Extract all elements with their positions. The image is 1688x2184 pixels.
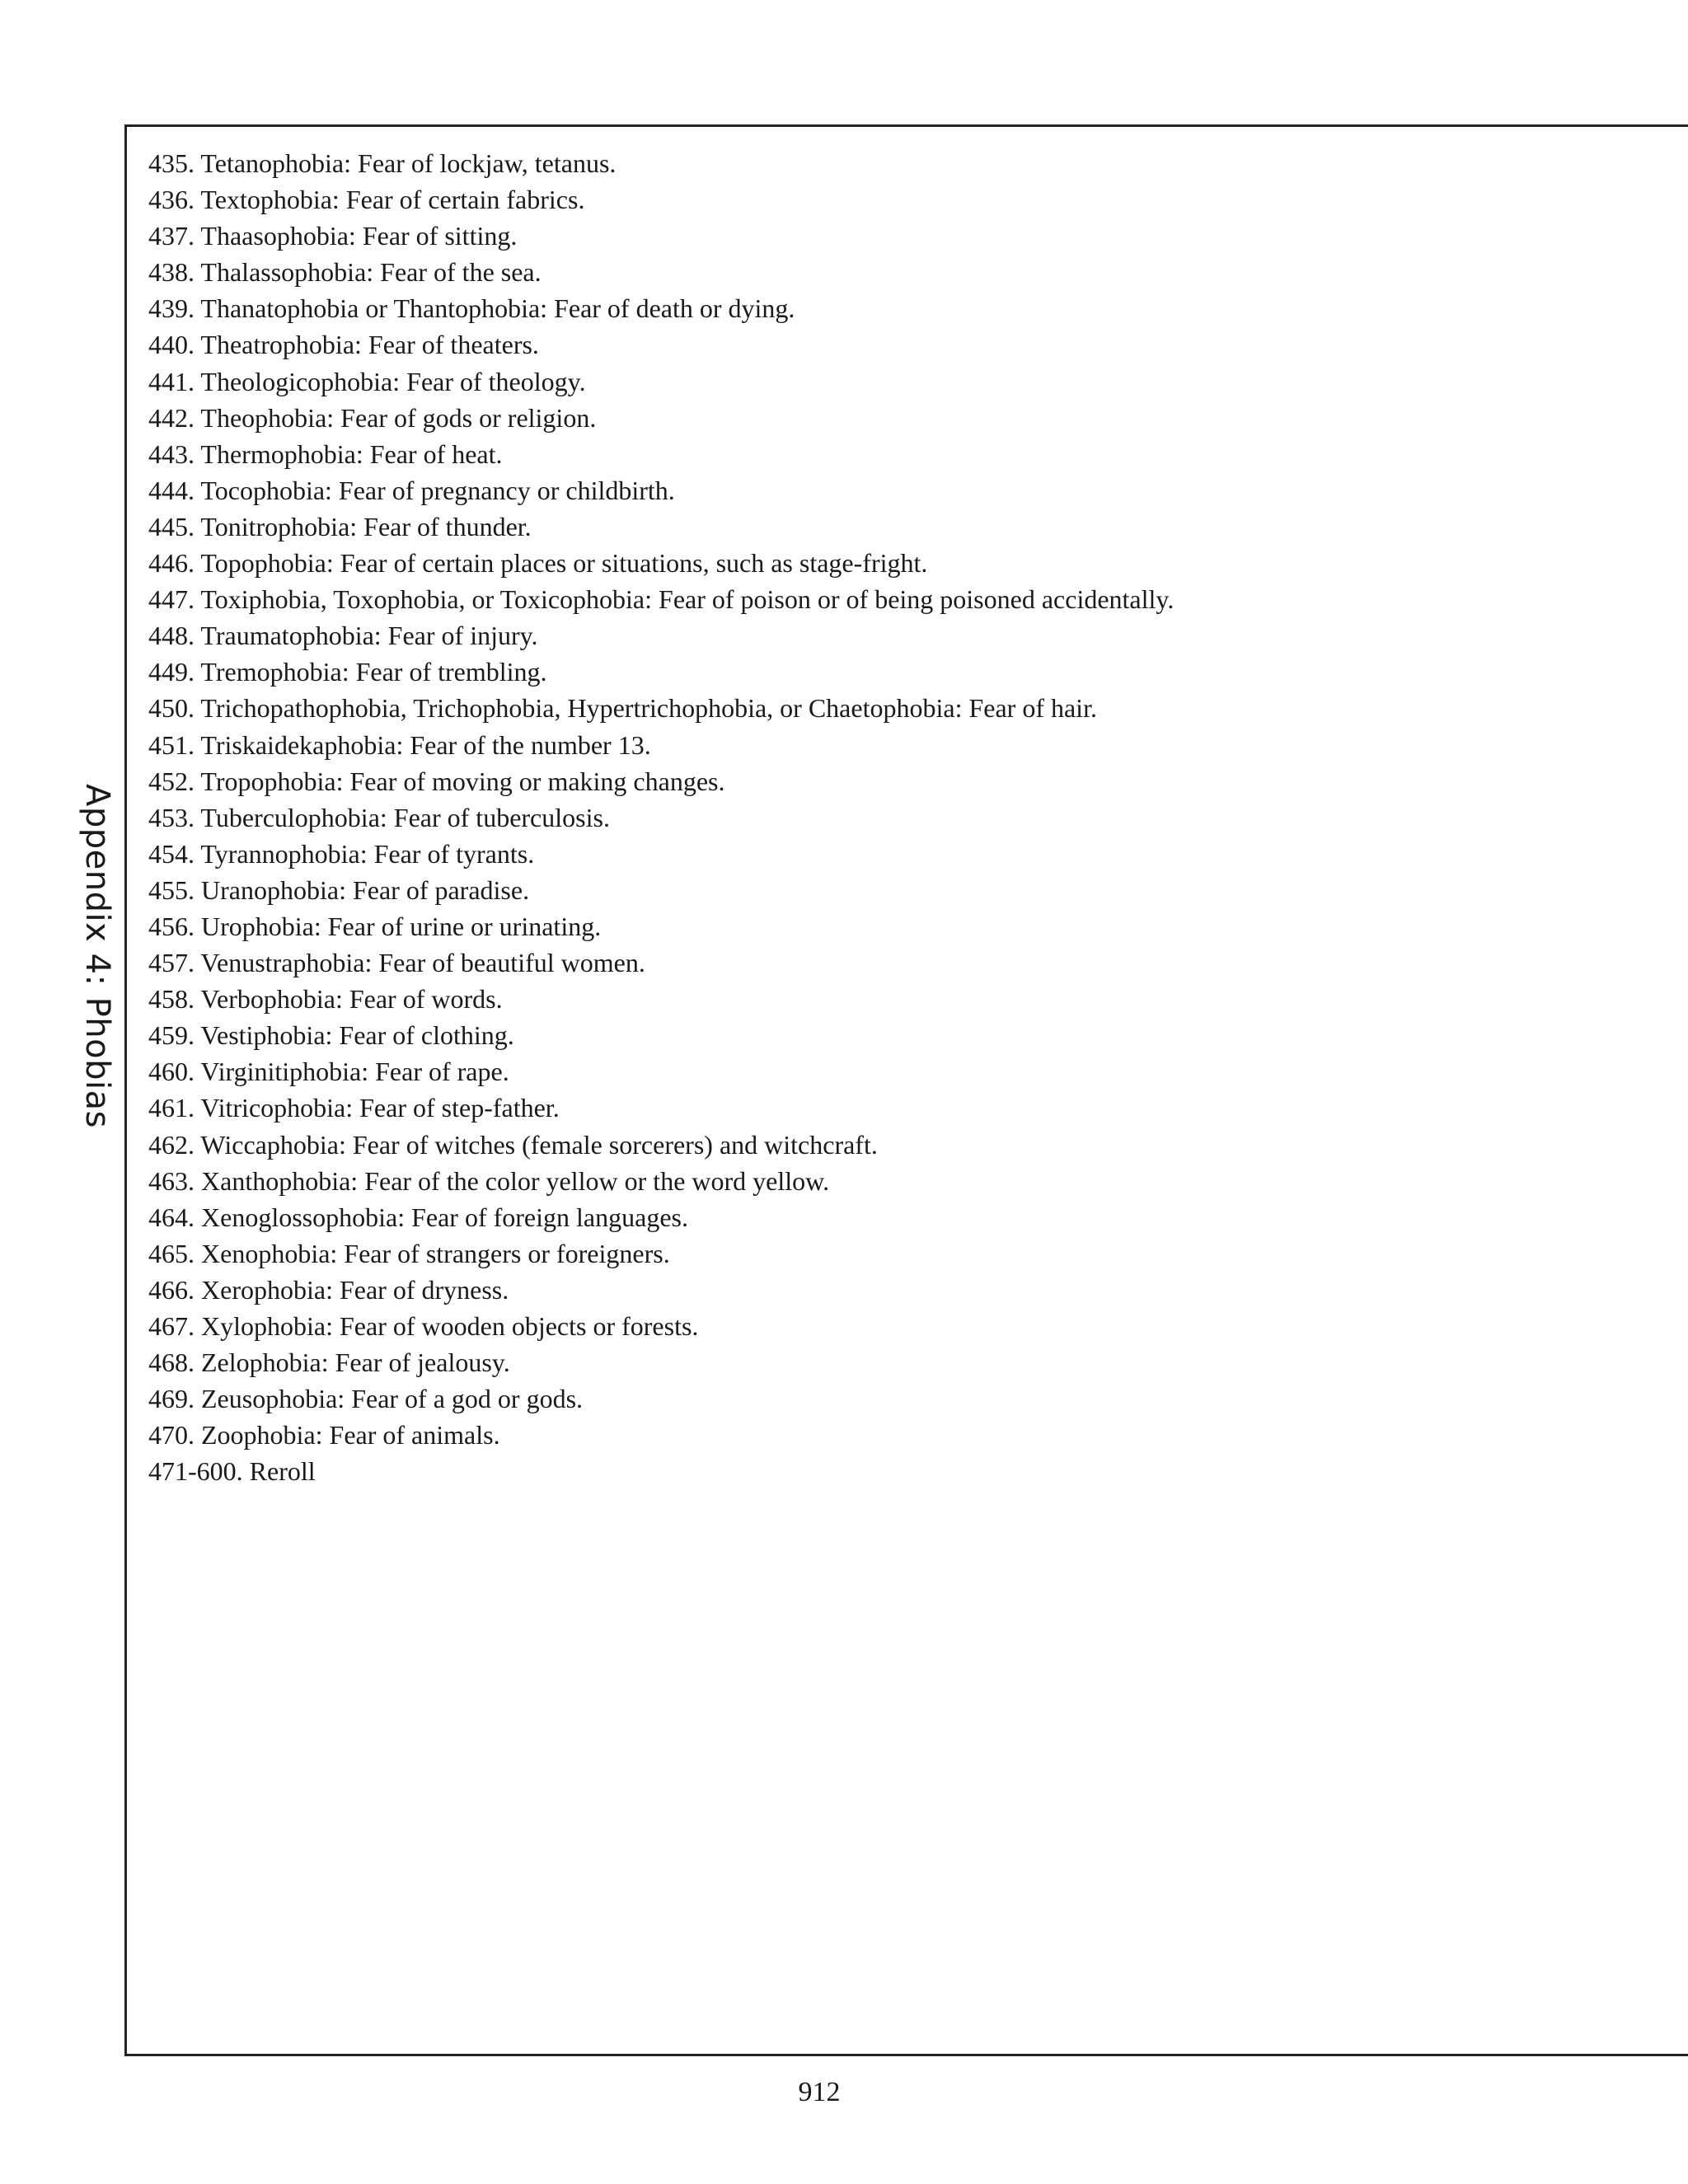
phobia-entry: 450. Trichopathophobia, Trichophobia, Hypertrichophobia, or Chaetophobia: Fear of hair. [148, 693, 1097, 724]
phobia-entry: 462. Wiccaphobia: Fear of witches (female sorcerers) and witchcraft. [148, 1129, 878, 1160]
phobia-entry: 451. Triskaidekaphobia: Fear of the number 13. [148, 729, 651, 760]
phobia-entry: 470. Zoophobia: Fear of animals. [148, 1420, 500, 1451]
phobia-entry: 454. Tyrannophobia: Fear of tyrants. [148, 838, 535, 869]
phobia-entry: 448. Traumatophobia: Fear of injury. [148, 621, 538, 651]
phobia-entry: 442. Theophobia: Fear of gods or religion. [148, 402, 597, 433]
phobia-entry: 438. Thalassophobia: Fear of the sea. [148, 257, 542, 288]
phobia-entry: 461. Vitricophobia: Fear of step-father. [148, 1093, 560, 1123]
phobia-entry: 437. Thaasophobia: Fear of sitting. [148, 221, 518, 251]
phobia-entry: 446. Topophobia: Fear of certain places or situations, such as stage-fright. [148, 548, 928, 579]
phobia-entry: 471-600. Reroll [148, 1456, 316, 1487]
phobia-entry: 465. Xenophobia: Fear of strangers or foreigners. [148, 1238, 670, 1268]
phobia-entry: 463. Xanthophobia: Fear of the color yellow or the word yellow. [148, 1165, 830, 1196]
phobia-entry: 458. Verbophobia: Fear of words. [148, 984, 503, 1015]
phobia-entry: 456. Urophobia: Fear of urine or urinating. [148, 911, 602, 941]
phobia-entry: 436. Textophobia: Fear of certain fabrics. [148, 185, 585, 215]
phobia-entry: 455. Uranophobia: Fear of paradise. [148, 874, 530, 905]
phobia-entry: 447. Toxiphobia, Toxophobia, or Toxicophobia: Fear of poison or of being poisoned accidentally. [148, 584, 1175, 615]
phobia-entry: 439. Thanatophobia or Thantophobia: Fear of death or dying. [148, 293, 795, 324]
phobia-entry: 460. Virginitiphobia: Fear of rape. [148, 1057, 509, 1087]
phobia-entry: 444. Tocophobia: Fear of pregnancy or childbirth. [148, 475, 675, 505]
phobia-entry: 457. Venustraphobia: Fear of beautiful women. [148, 948, 645, 978]
phobia-entry: 443. Thermophobia: Fear of heat. [148, 438, 503, 469]
phobia-entry: 459. Vestiphobia: Fear of clothing. [148, 1020, 514, 1051]
phobia-list [148, 145, 1174, 1489]
phobia-entry: 468. Zelophobia: Fear of jealousy. [148, 1347, 510, 1378]
phobia-entry: 449. Tremophobia: Fear of trembling. [148, 657, 547, 687]
phobia-entry: 441. Theologicophobia: Fear of theology. [148, 366, 586, 396]
phobia-entry: 469. Zeusophobia: Fear of a god or gods. [148, 1384, 584, 1414]
phobia-entry: 466. Xerophobia: Fear of dryness. [148, 1274, 509, 1305]
appendix-side-title: Appendix 4: Phobias [78, 784, 116, 1128]
phobia-entry: 452. Tropophobia: Fear of moving or making changes. [148, 766, 725, 796]
phobia-entry: 467. Xylophobia: Fear of wooden objects or forests. [148, 1311, 699, 1341]
page-number: 912 [798, 2077, 841, 2107]
phobia-entry: 440. Theatrophobia: Fear of theaters. [148, 330, 539, 360]
phobia-entry: 445. Tonitrophobia: Fear of thunder. [148, 511, 532, 541]
phobia-entry: 435. Tetanophobia: Fear of lockjaw, tetanus. [148, 148, 617, 178]
phobia-entry: 453. Tuberculophobia: Fear of tuberculosis. [148, 802, 610, 832]
phobia-entry: 464. Xenoglossophobia: Fear of foreign languages. [148, 1202, 688, 1232]
